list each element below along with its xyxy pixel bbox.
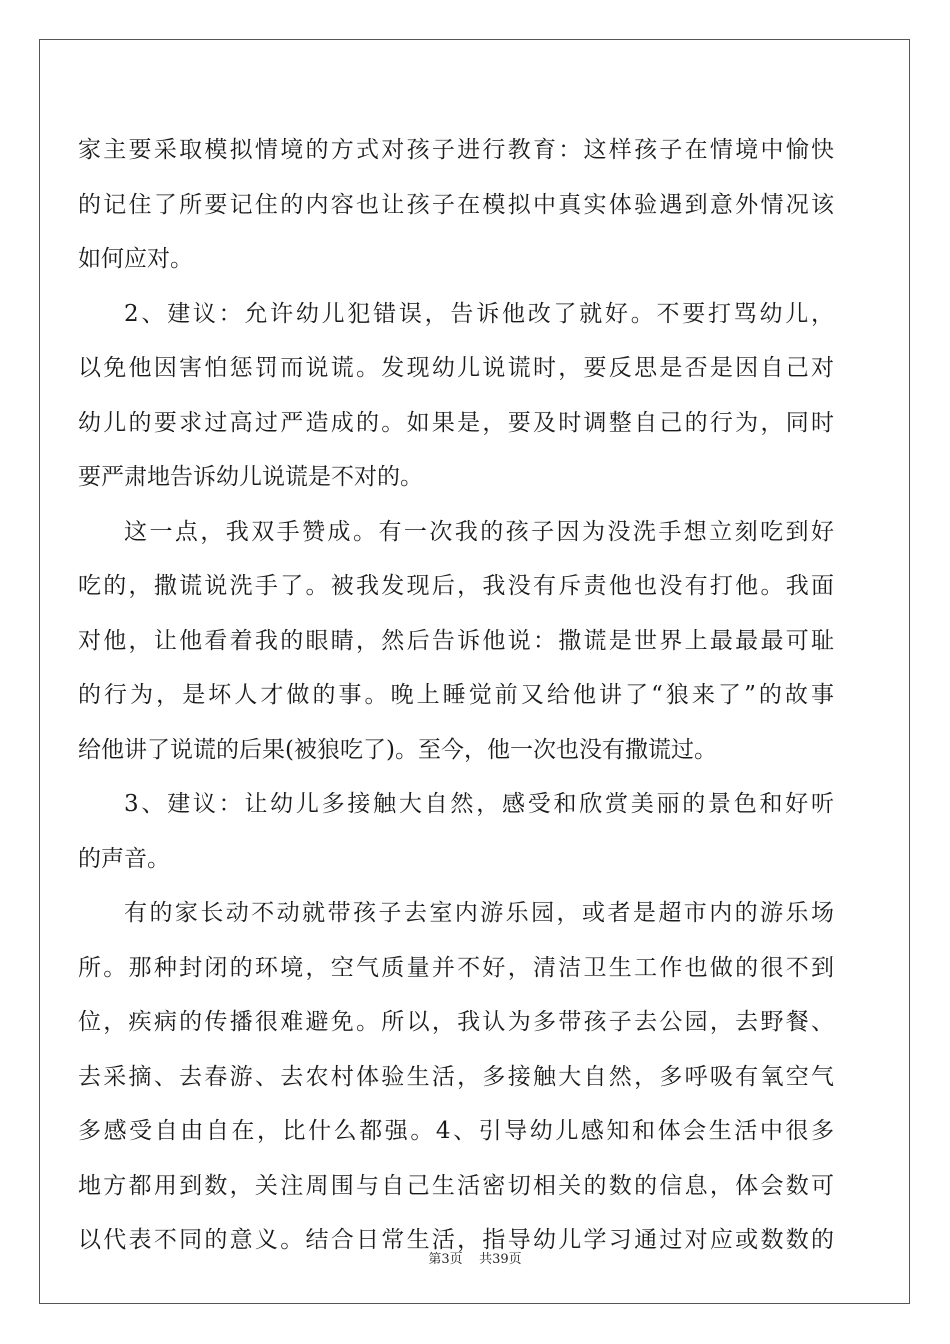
text-line: 的行为，是坏人才做的事。晚上睡觉前又给他讲了“狼来了”的故事 <box>78 682 834 708</box>
page-number: 第3页 <box>428 1252 463 1267</box>
text-line: 给他讲了说谎的后果(被狼吃了)。至今，他一次也没有撒谎过。 <box>78 736 717 763</box>
text-line: 要严肃地告诉幼儿说谎是不对的。 <box>78 464 423 490</box>
text-line: 的记住了所要记住的内容也让孩子在模拟中真实体验遇到意外情况该 <box>78 191 834 218</box>
text-line: 有的家长动不动就带孩子去室内游乐园，或者是超市内的游乐场 <box>124 900 834 926</box>
page-footer <box>0 1248 950 1267</box>
page-total: 共39页 <box>479 1252 522 1267</box>
text-line: 如何应对。 <box>78 246 193 272</box>
text-line: 所。那种封闭的环境，空气质量并不好，清洁卫生工作也做的很不到 <box>78 954 834 981</box>
text-line: 对他，让他看着我的眼睛，然后告诉他说：撒谎是世界上最最最可耻 <box>78 627 834 654</box>
text-line: 的声音。 <box>78 845 170 872</box>
text-line: 以代表不同的意义。结合日常生活，指导幼儿学习通过对应或数数的 <box>78 1227 834 1253</box>
text-line: 位，疾病的传播很难避免。所以，我认为多带孩子去公园，去野餐、 <box>78 1009 834 1035</box>
text-line: 2、建议：允许幼儿犯错误，告诉他改了就好。不要打骂幼儿， <box>124 300 834 327</box>
text-line: 吃的，撒谎说洗手了。被我发现后，我没有斥责他也没有打他。我面 <box>78 573 834 599</box>
text-line: 家主要采取模拟情境的方式对孩子进行教育：这样孩子在情境中愉快 <box>78 137 834 163</box>
text-line: 以免他因害怕惩罚而说谎。发现幼儿说谎时，要反思是否是因自己对 <box>78 355 834 381</box>
text-line: 这一点，我双手赞成。有一次我的孩子因为没洗手想立刻吃到好 <box>124 518 834 545</box>
document-body <box>78 123 834 1268</box>
text-line: 多感受自由自在，比什么都强。4、引导幼儿感知和体会生活中很多 <box>78 1118 834 1144</box>
text-line: 3、建议：让幼儿多接触大自然，感受和欣赏美丽的景色和好听 <box>124 791 834 817</box>
text-line: 去采摘、去春游、去农村体验生活，多接触大自然，多呼吸有氧空气 <box>78 1063 834 1090</box>
text-line: 地方都用到数，关注周围与自己生活密切相关的数的信息，体会数可 <box>78 1172 834 1199</box>
text-line: 幼儿的要求过高过严造成的。如果是，要及时调整自己的行为，同时 <box>78 409 834 436</box>
